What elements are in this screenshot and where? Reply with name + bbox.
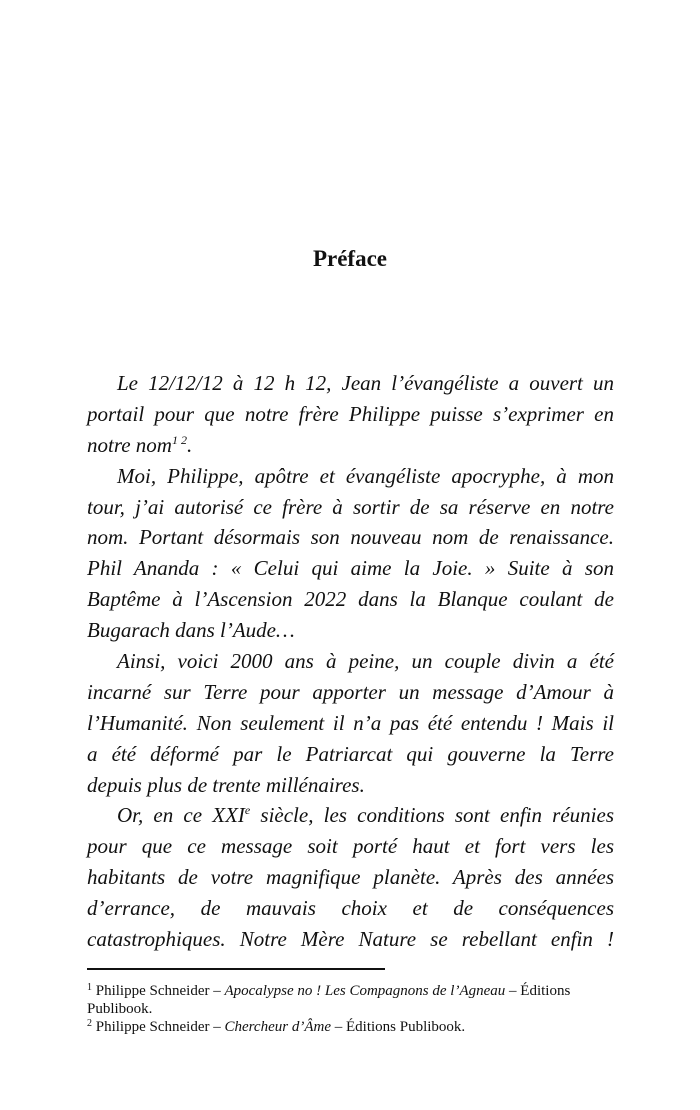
text-line: pour que ce message soit porté haut et fort vers les	[87, 834, 614, 859]
footnotes	[87, 982, 614, 1036]
text-line: depuis plus de trente millénaires.	[87, 772, 365, 797]
text-line: Moi, Philippe, apôtre et évangéliste apocryphe, à mon	[117, 463, 614, 488]
page-title: Préface	[312, 246, 388, 271]
footnote-number: 2	[87, 1018, 92, 1029]
text: .	[186, 432, 193, 457]
text-line: l’Humanité. Non seulement il n’a pas été entendu ! Mais il	[87, 710, 614, 735]
footnote-number: 1	[87, 982, 92, 993]
paragraph-4	[87, 800, 614, 954]
footnote-publisher: – Éditions Publibook.	[87, 983, 571, 1017]
preface-body	[87, 368, 614, 955]
text-line: tour, j’ai autorisé ce frère à sortir de sa réserve en notre	[87, 494, 614, 519]
footnote-work: Apocalypse no ! Les Compagnons de l’Agneau	[224, 983, 506, 999]
text-line	[87, 430, 614, 461]
text-line: incarné sur Terre pour apporter un message d’Amour à	[87, 679, 614, 704]
text-line: Le 12/12/12 à 12 h 12, Jean l’évangéliste a ouvert un	[117, 371, 614, 395]
footnote-author: Philippe Schneider –	[95, 983, 225, 999]
footnote-author: Philippe Schneider –	[95, 1019, 225, 1035]
text-line: Bugarach dans l’Aude…	[87, 618, 295, 643]
superscript: e	[244, 803, 251, 818]
text-line: d’errance, de mauvais choix et de conséquences	[87, 896, 614, 921]
text-line: Phil Ananda : « Celui qui aime la Joie. » Suite à son	[87, 556, 614, 581]
footnote-1	[87, 982, 614, 1018]
text-line: catastrophiques. Notre Mère Nature se rebellant enfin !	[87, 927, 614, 952]
text: siècle, les conditions sont enfin réunies	[250, 803, 614, 828]
paragraph-1	[87, 368, 614, 461]
footnote-2	[87, 1018, 614, 1036]
text-line: Ainsi, voici 2000 ans à peine, un couple divin a été	[117, 649, 614, 674]
text-line: nom. Portant désormais son nouveau nom de renaissance.	[87, 525, 614, 550]
text-line: Baptême à l’Ascension 2022 dans la Blanque coulant de	[87, 587, 614, 612]
paragraph-3	[87, 646, 614, 800]
footnote-ref[interactable]: 1 2	[171, 432, 187, 447]
text-line: habitants de votre magnifique planète. Après des années	[87, 865, 614, 890]
text: Or, en ce XXI	[117, 803, 245, 828]
text-line: portail pour que notre frère Philippe puisse s’exprimer en	[87, 401, 614, 426]
text: notre nom	[87, 432, 172, 457]
text-line: a été déformé par le Patriarcat qui gouverne la Terre	[87, 741, 614, 766]
paragraph-2	[87, 461, 614, 646]
footnote-separator	[87, 968, 385, 970]
footnote-work: Chercheur d’Âme	[224, 1019, 331, 1035]
footnote-publisher: – Éditions Publibook.	[330, 1019, 466, 1035]
text-line	[87, 800, 614, 831]
